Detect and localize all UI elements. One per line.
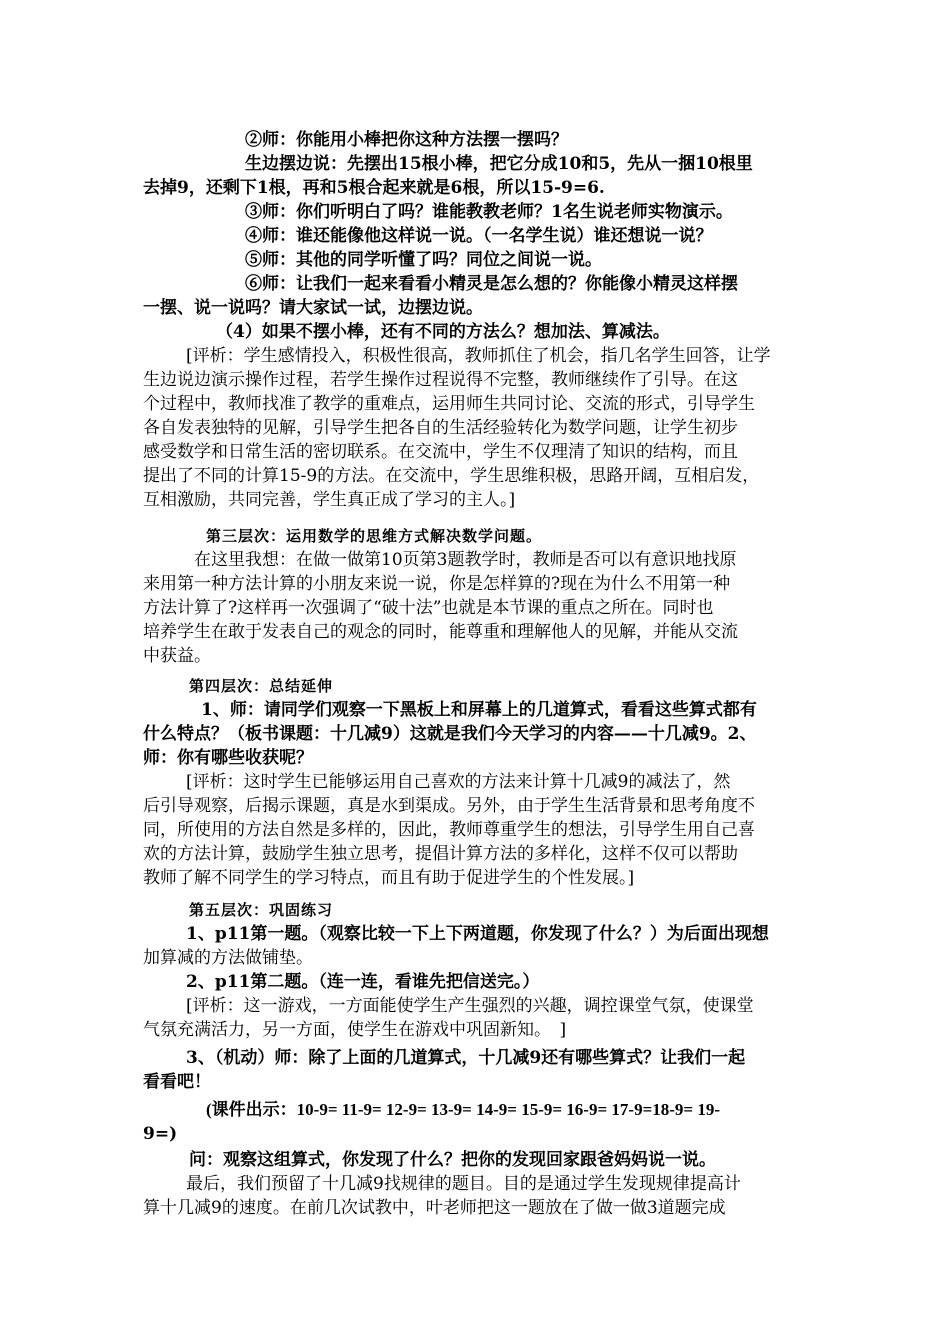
text-line: 欢的方法计算，鼓励学生独立思考，提倡计算方法的多样化，这样不仅可以帮助 [143, 844, 738, 864]
text-line: 1、师：请同学们观察一下黑板上和屏幕上的几道算式，看看这些算式都有 [201, 700, 757, 720]
text-line: [评析：这一游戏，一方面能使学生产生强烈的兴趣，调控课堂气氛，使课堂 [186, 996, 754, 1016]
text-line: 一摆、说一说吗？请大家试一试，边摆边说。 [143, 298, 483, 318]
text-line: 问：观察这组算式，你发现了什么？把你的发现回家跟爸妈妈说一说。 [189, 1150, 716, 1170]
text-line: 教师了解不同学生的学习特点，而且有助于促进学生的个性发展。] [143, 868, 635, 888]
text-line: 算十几减9的速度。在前几次试教中，叶老师把这一题放在了做一做3道题完成 [143, 1198, 726, 1218]
text-line: (课件出示：10-9= 11-9= 12-9= 13-9= 14-9= 15-9= 16-9= 17-9=18-9= 19- [206, 1100, 721, 1119]
text-line: 同，所使用的方法自然是多样的，因此，教师尊重学生的想法，引导学生用自己喜 [143, 820, 755, 840]
text-line: [评析：学生感情投入，积极性很高，教师抓住了机会，指几名学生回答，让学 [186, 346, 771, 366]
text-line: [评析：这时学生已能够运用自己喜欢的方法来计算十几减9的减法了，然 [186, 772, 731, 792]
text-line: 中获益。 [143, 646, 211, 666]
text-line: 师：你有哪些收获呢？ [143, 748, 313, 768]
text-line: （4）如果不摆小棒，还有不同的方法么？想加法、算减法。 [216, 322, 670, 342]
text-line: 加算减的方法做铺垫。 [143, 948, 313, 968]
text-line: 各自发表独特的见解，引导学生把各自的生活经验转化为数学问题，让学生初步 [143, 418, 738, 438]
text-line: 3、（机动）师：除了上面的几道算式，十几减9还有哪些算式？让我们一起 [186, 1048, 746, 1068]
text-line: 生边说边演示操作过程，若学生操作过程说得不完整，教师继续作了引导。在这 [143, 370, 738, 390]
section-heading: 第三层次：运用数学的思维方式解决数学问题。 [206, 527, 543, 545]
section-heading: 第五层次：巩固练习 [189, 901, 334, 919]
text-line: 2、p11第二题。（连一连，看谁先把信送完。） [186, 972, 540, 992]
text-line: 9=) [143, 1124, 178, 1144]
text-line: 在这里我想：在做一做第10页第3题教学时，教师是否可以有意识地找原 [194, 550, 737, 570]
text-line: 培养学生在敢于发表自己的观念的同时，能尊重和理解他人的见解，并能从交流 [143, 622, 738, 642]
text-line: 方法计算了?这样再一次强调了“破十法”也就是本节课的重点之所在。同时也 [143, 598, 714, 618]
text-line: 互相激励，共同完善，学生真正成了学习的主人。] [143, 490, 516, 510]
text-line: 感受数学和日常生活的密切联系。在交流中，学生不仅理清了知识的结构，而且 [143, 442, 738, 462]
text-line: ②师：你能用小棒把你这种方法摆一摆吗？ [245, 130, 568, 150]
text-line: 最后，我们预留了十几减9找规律的题目。目的是通过学生发现规律提高计 [186, 1174, 741, 1194]
text-line: 来用第一种方法计算的小朋友来说一说，你是怎样算的?现在为什么不用第一种 [143, 574, 731, 594]
text-line: 个过程中，教师找准了教学的重难点，运用师生共同讨论、交流的形式，引导学生 [143, 394, 755, 414]
text-line: 看看吧！ [143, 1072, 211, 1092]
text-line: 气氛充满活力，另一方面，使学生在游戏中巩固新知。 ] [143, 1020, 567, 1040]
text-line: 去掉9，还剩下1根，再和5根合起来就是6根，所以15-9=6. [143, 178, 605, 198]
text-line: 什么特点？（板书课题：十几减9）这就是我们今天学习的内容——十几减9。2、 [143, 724, 757, 744]
text-line: ④师：谁还能像他这样说一说。（一名学生说）谁还想说一说？ [245, 226, 713, 246]
text-line: 后引导观察，后揭示课题，真是水到渠成。另外，由于学生生活背景和思考角度不 [143, 796, 755, 816]
text-line: 1、p11第一题。（观察比较一下上下两道题，你发现了什么？）为后面出现想 [186, 924, 769, 944]
text-line: 提出了不同的计算15-9的方法。在交流中，学生思维积极，思路开阔，互相启发， [143, 466, 760, 486]
text-line: 生边摆边说：先摆出15根小棒，把它分成10和5，先从一捆10根里 [245, 154, 753, 174]
text-line: ⑤师：其他的同学听懂了吗？同位之间说一说。 [245, 250, 602, 270]
text-line: ⑥师：让我们一起来看看小精灵是怎么想的？你能像小精灵这样摆 [245, 274, 738, 294]
section-heading: 第四层次：总结延伸 [189, 677, 334, 695]
text-line: ③师：你们听明白了吗？谁能教教老师？1名生说老师实物演示。 [245, 202, 733, 222]
